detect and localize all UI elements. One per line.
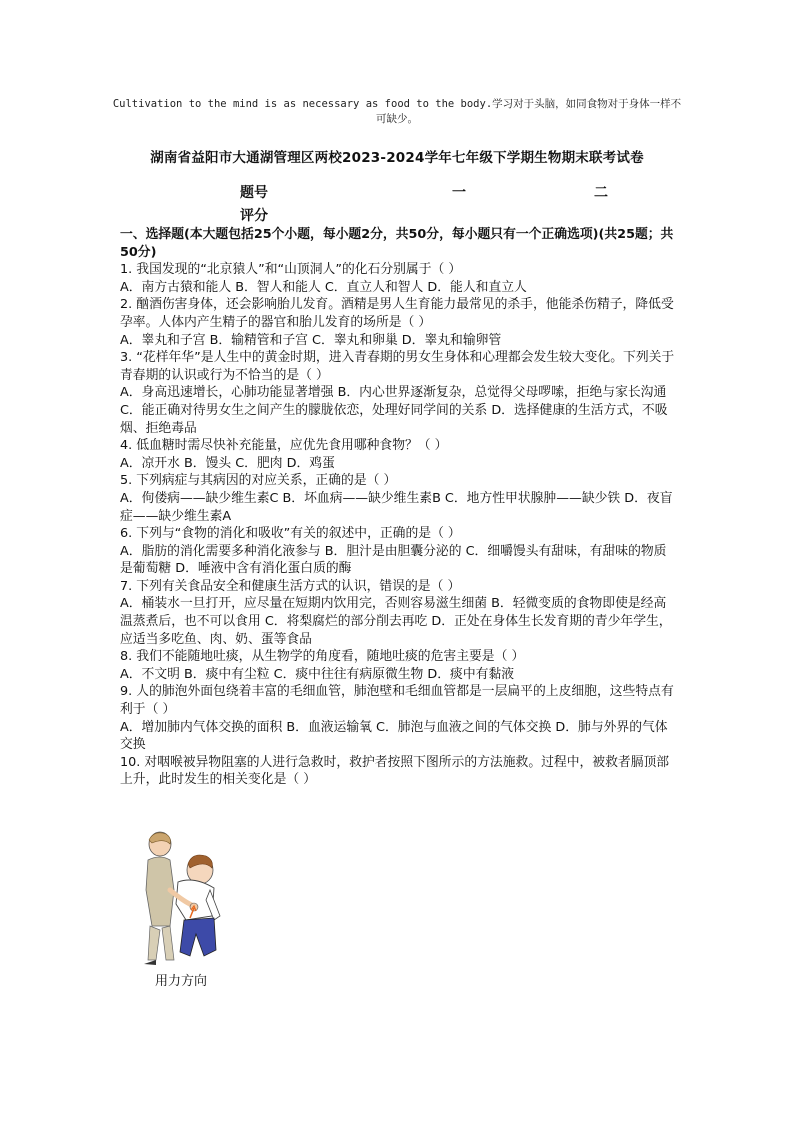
question-3-stem: 3. “花样年华”是人生中的黄金时期，进入青春期的男女生身体和心理都会发生较大变化。下列关于青春期的认识或行为不恰当的是（ ） [120,350,675,383]
heimlich-figure-svg [130,830,240,970]
question-3-options: A．身高迅速增长，心肺功能显著增强 B．内心世界逐渐复杂，总觉得父母啰嗦，拒绝与家长沟通 C．能正确对待男女生之间产生的朦胧依恋，处理好同学间的关系 D．选择健康的生活方式，不吸烟、拒绝毒品 [120,385,668,436]
figure-caption: 用力方向 [155,974,208,989]
question-5-options: A．佝偻病——缺少维生素C B．坏血病——缺少维生素B C．地方性甲状腺肿——缺少铁 D．夜盲症——缺少维生素A [120,490,673,524]
score-column-1: 一 [452,185,466,201]
score-header-row [240,182,620,205]
section-heading: 一、选择题(本大题包括25个小题，每小题2分，共50分，每小题只有一个正确选项)(共25题；共50分) [120,227,674,260]
question-2-stem: 2. 酗酒伤害身体，还会影响胎儿发育。酒精是男人生育能力最常见的杀手，他能杀伤精子，降低受孕率。人体内产生精子的器官和胎儿发育的场所是（ ） [120,297,674,330]
exam-title: 湖南省益阳市大通湖管理区两校2023-2024学年七年级下学期生物期末联考试卷 [150,150,644,166]
question-1-options: A．南方古猿和能人 B．智人和能人 C．直立人和智人 D．能人和直立人 [120,279,527,295]
question-5-stem: 5. 下列病症与其病因的对应关系，正确的是（ ） [120,473,397,489]
score-header-label: 题号 [240,185,268,201]
heimlich-illustration [130,830,240,970]
score-rating-row [240,205,620,228]
question-10-stem: 10. 对咽喉被异物阻塞的人进行急救时，救护者按照下图所示的方法施救。过程中，被救者膈顶部上升，此时发生的相关变化是（ ） [120,754,670,788]
question-8-options: A．不文明 B．痰中有尘粒 C．痰中往往有病原微生物 D．痰中有黏液 [120,666,515,682]
question-7-stem: 7. 下列有关食品安全和健康生活方式的认识，错误的是（ ） [120,578,461,594]
score-row-label: 评分 [240,208,268,224]
question-2-options: A．睾丸和子宫 B．输精管和子宫 C．睾丸和卵巢 D．睾丸和输卵管 [120,332,502,348]
question-9-options: A．增加肺内气体交换的面积 B．血液运输氧 C．肺泡与血液之间的气体交换 D．肺与外界的气体交换 [120,719,668,753]
question-4-stem: 4. 低血糖时需尽快补充能量，应优先食用哪种食物？（ ） [120,438,448,454]
question-8-stem: 8. 我们不能随地吐痰，从生物学的角度看，随地吐痰的危害主要是（ ） [120,649,525,665]
question-6-options: A．脂肪的消化需要多种消化液参与 B．胆汁是由胆囊分泌的 C．细嚼馒头有甜味，有甜味的物质是葡萄糖 D．唾液中含有消化蛋白质的酶 [120,543,667,577]
question-7-options: A．桶装水一旦打开，应尽量在短期内饮用完，否则容易滋生细菌 B．轻微变质的食物即使是经高温蒸煮后，也不可以食用 C．将梨腐烂的部分削去再吃 D．正处在身体生长发育期的青少年学生，应适当多吃鱼、肉、奶、蛋等食品 [120,596,672,647]
score-table [240,182,620,228]
question-9-stem: 9. 人的肺泡外面包绕着丰富的毛细血管，肺泡壁和毛细血管都是一层扁平的上皮细胞，这些特点有利于（ ） [120,684,674,718]
questions-section [120,226,678,789]
question-1-stem: 1. 我国发现的“北京猿人”和“山顶洞人”的化石分别属于（ ） [120,262,462,278]
question-4-options: A．凉开水 B．馒头 C．肥肉 D．鸡蛋 [120,455,335,471]
header-motto: Cultivation to the mind is as necessary as food to the body.学习对于头脑，如同食物对于身体一样不可缺少。 [112,98,682,125]
score-column-2: 二 [594,185,608,201]
question-6-stem: 6. 下列与“食物的消化和吸收”有关的叙述中，正确的是（ ） [120,526,461,542]
